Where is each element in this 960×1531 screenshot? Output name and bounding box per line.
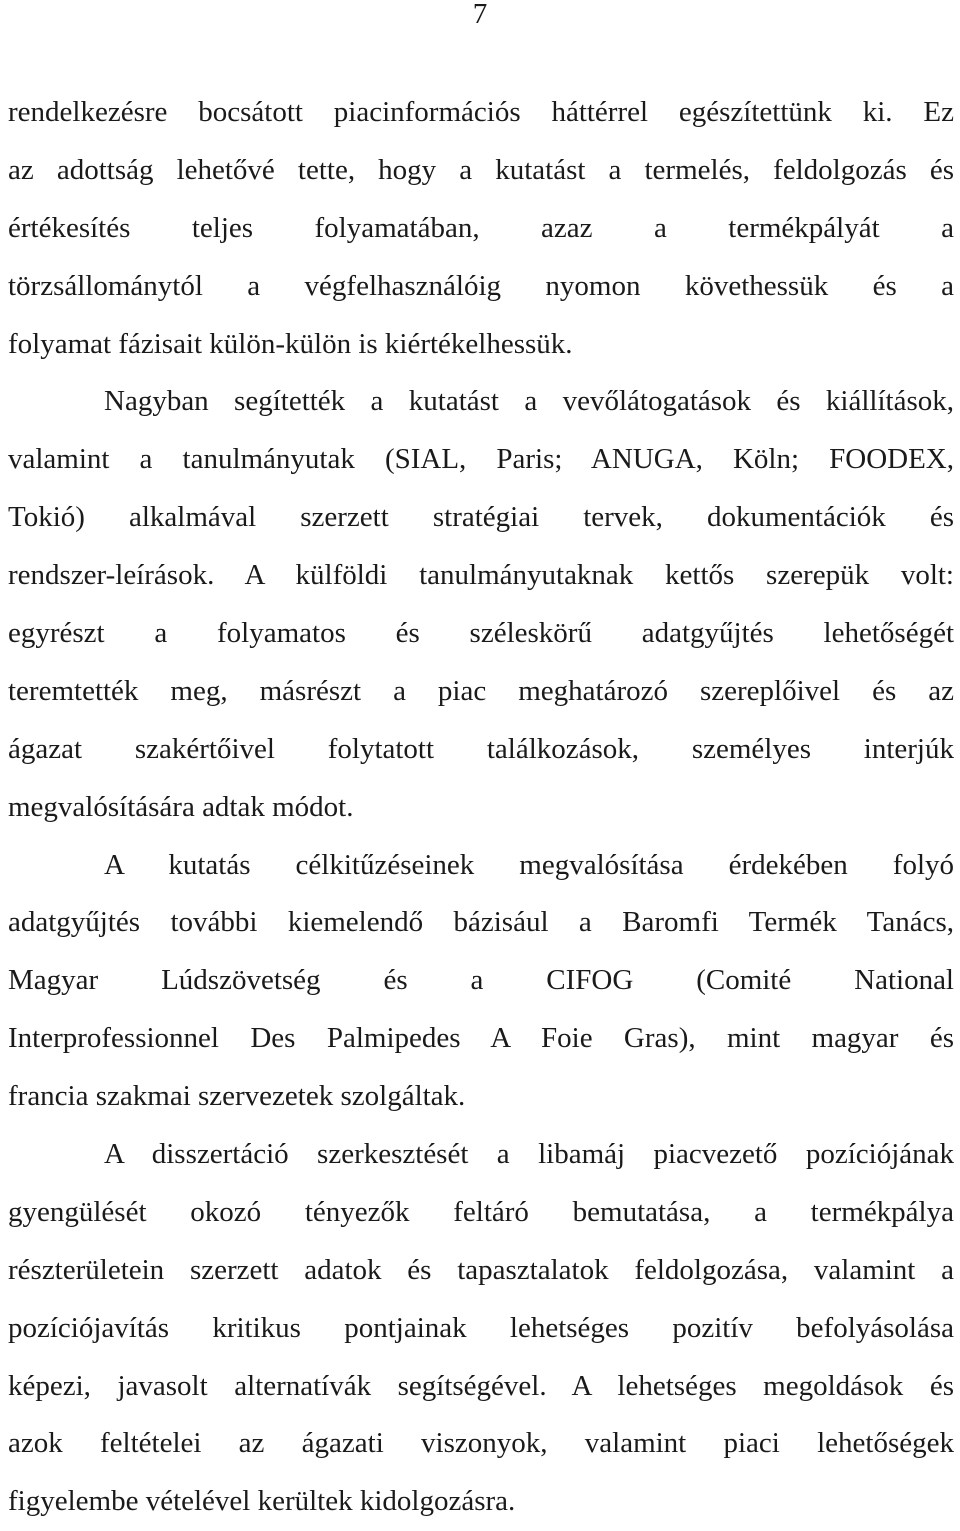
text-line: Tokió) alkalmával szerzett stratégiai tervek, dokumentációk és (8, 501, 954, 534)
text-line: gyengülését okozó tényezők feltáró bemutatása, a termékpálya (8, 1195, 954, 1228)
text-line: ágazat szakértőivel folytatott találkozások, személyes interjúk (8, 732, 954, 765)
text-line: figyelembe vételével kerültek kidolgozásra. (8, 1485, 516, 1518)
text-line: teremtették meg, másrészt a piac meghatározó szereplőivel és az (8, 674, 954, 707)
paragraph-1 (8, 84, 954, 373)
text-line: rendszer-leírások. A külföldi tanulmányutaknak kettős szerepük volt: (8, 559, 954, 592)
paragraph-3 (8, 837, 954, 1126)
paragraph-4 (8, 1126, 954, 1531)
text-line: folyamat fázisait külön-külön is kiértékelhessük. (8, 327, 573, 360)
text-line: Magyar Lúdszövetség és a CIFOG (Comité National (8, 964, 954, 997)
text-line: azok feltételei az ágazati viszonyok, valamint piaci lehetőségek (8, 1427, 954, 1460)
text-line: valamint a tanulmányutak (SIAL, Paris; ANUGA, Köln; FOODEX, (8, 443, 954, 476)
text-line: megvalósítására adtak módot. (8, 790, 354, 823)
text-line: adatgyűjtés további kiemelendő bázisául a Baromfi Termék Tanács, (8, 906, 954, 939)
text-line: törzsállománytól a végfelhasználóig nyomon követhessük és a (8, 269, 954, 302)
text-line: rendelkezésre bocsátott piacinformációs háttérrel egészítettünk ki. Ez (8, 96, 954, 128)
text-line: az adottság lehetővé tette, hogy a kutatást a termelés, feldolgozás és (8, 153, 954, 186)
text-line: pozíciójavítás kritikus pontjainak lehetséges pozitív befolyásolása (8, 1311, 954, 1344)
text-line: A disszertáció szerkesztését a libamáj piacvezető pozíciójának (104, 1138, 954, 1171)
text-line: képezi, javasolt alternatívák segítségével. A lehetséges megoldások és (8, 1369, 954, 1402)
document-body (8, 84, 954, 1531)
text-line: értékesítés teljes folyamatában, azaz a termékpályát a (8, 211, 954, 244)
text-line: francia szakmai szervezetek szolgáltak. (8, 1080, 466, 1113)
text-line: Interprofessionnel Des Palmipedes A Foie Gras), mint magyar és (8, 1022, 954, 1055)
paragraph-2 (8, 373, 954, 836)
text-line: A kutatás célkitűzéseinek megvalósítása érdekében folyó (104, 848, 954, 881)
page-number: 7 (472, 0, 488, 30)
text-line: részterületein szerzett adatok és tapasztalatok feldolgozása, valamint a (8, 1253, 954, 1286)
text-line: egyrészt a folyamatos és széleskörű adatgyűjtés lehetőségét (8, 617, 954, 650)
text-line: Nagyban segítették a kutatást a vevőlátogatások és kiállítások, (104, 385, 954, 418)
